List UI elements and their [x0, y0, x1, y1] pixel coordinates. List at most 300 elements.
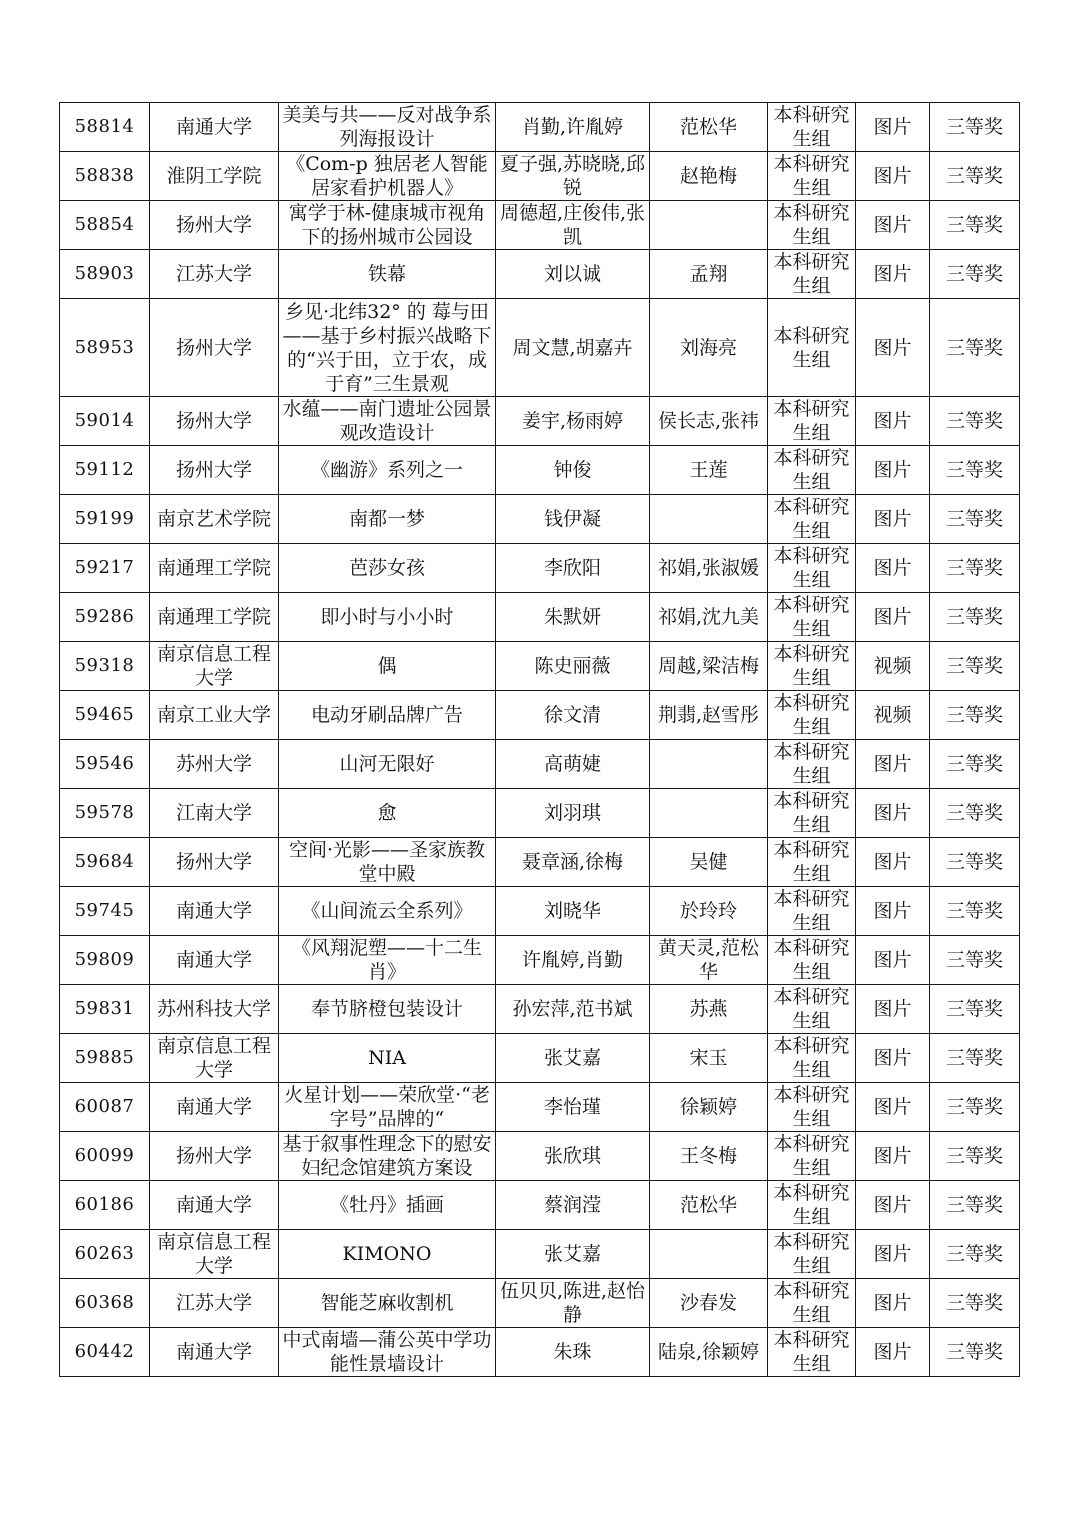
school-cell — [150, 691, 279, 740]
advisor-cell — [650, 544, 768, 593]
authors-cell — [496, 495, 650, 544]
table-row — [60, 103, 1020, 152]
advisor-cell — [650, 1328, 768, 1377]
work-title-cell — [279, 152, 496, 201]
table-row — [60, 152, 1020, 201]
table-row — [60, 1230, 1020, 1279]
entry-id-cell: 59465 — [60, 691, 150, 740]
work-type-cell: 图片 — [856, 1328, 930, 1377]
group-cell — [768, 1132, 856, 1181]
authors-cell — [496, 1279, 650, 1328]
work-type-cell: 图片 — [856, 103, 930, 152]
work-title-cell — [279, 642, 496, 691]
work-type-cell: 图片 — [856, 446, 930, 495]
work-type-cell: 图片 — [856, 544, 930, 593]
advisor-cell — [650, 152, 768, 201]
work-type-cell: 图片 — [856, 936, 930, 985]
work-title-cell — [279, 397, 496, 446]
authors-text: 蔡润滢 — [543, 1194, 601, 1216]
work-title-cell — [279, 1181, 496, 1230]
authors-text: 朱默妍 — [543, 606, 601, 628]
advisor-cell — [650, 838, 768, 887]
group-cell — [768, 397, 856, 446]
group-cell — [768, 446, 856, 495]
group-text: 本科研究生组 — [773, 545, 850, 591]
work-title-text: 火星计划——荣欣堂·“老字号”品牌的“ — [284, 1084, 490, 1130]
advisor-text: 祁娟,沈九美 — [657, 606, 760, 628]
school-text: 南通大学 — [175, 949, 252, 971]
award-level-cell: 三等奖 — [930, 299, 1020, 397]
school-cell — [150, 1279, 279, 1328]
school-cell — [150, 1132, 279, 1181]
advisor-cell — [650, 250, 768, 299]
work-title-text: 空间·光影——圣家族教堂中殿 — [288, 839, 486, 885]
school-text: 南京信息工程大学 — [156, 1231, 271, 1277]
entry-id-cell: 60368 — [60, 1279, 150, 1328]
group-cell — [768, 740, 856, 789]
work-title-cell — [279, 1328, 496, 1377]
group-cell — [768, 838, 856, 887]
school-text: 扬州大学 — [175, 1145, 252, 1167]
table-row — [60, 397, 1020, 446]
work-title-cell — [279, 446, 496, 495]
entry-id-cell: 58903 — [60, 250, 150, 299]
work-type-cell: 视频 — [856, 691, 930, 740]
school-cell — [150, 642, 279, 691]
work-title-text: 《风翔泥塑——十二生肖》 — [291, 937, 482, 983]
authors-text: 肖勤,许胤婷 — [521, 116, 624, 138]
entry-id-cell: 59546 — [60, 740, 150, 789]
authors-text: 钟俊 — [553, 459, 592, 481]
work-type-cell: 图片 — [856, 1181, 930, 1230]
group-cell — [768, 691, 856, 740]
entry-id-cell: 59885 — [60, 1034, 150, 1083]
group-text: 本科研究生组 — [773, 790, 850, 836]
work-title-text: 乡见·北纬32° 的 莓与田——基于乡村振兴战略下的“兴于田，立于农，成于育”三生景观 — [282, 300, 492, 395]
advisor-text: 孟翔 — [689, 263, 728, 285]
work-title-text: 愈 — [377, 802, 397, 824]
advisor-text: 范松华 — [679, 116, 737, 138]
authors-cell — [496, 250, 650, 299]
group-text: 本科研究生组 — [773, 888, 850, 934]
entry-id-cell: 59286 — [60, 593, 150, 642]
authors-text: 李欣阳 — [543, 557, 601, 579]
group-text: 本科研究生组 — [773, 643, 850, 689]
group-cell — [768, 495, 856, 544]
school-cell — [150, 495, 279, 544]
group-text: 本科研究生组 — [773, 447, 850, 493]
school-text: 南通大学 — [175, 1341, 252, 1363]
work-type-cell: 图片 — [856, 593, 930, 642]
school-text: 扬州大学 — [175, 410, 252, 432]
advisor-cell — [650, 1230, 768, 1279]
award-level-cell: 三等奖 — [930, 1279, 1020, 1328]
table-row — [60, 1034, 1020, 1083]
group-cell — [768, 789, 856, 838]
award-level-cell: 三等奖 — [930, 1034, 1020, 1083]
authors-cell — [496, 201, 650, 250]
award-level-cell: 三等奖 — [930, 838, 1020, 887]
entry-id-cell: 60263 — [60, 1230, 150, 1279]
work-title-text: 基于叙事性理念下的慰安妇纪念馆建筑方案设 — [282, 1133, 492, 1179]
award-level-cell: 三等奖 — [930, 1132, 1020, 1181]
authors-cell — [496, 789, 650, 838]
advisor-cell — [650, 1132, 768, 1181]
group-cell — [768, 1083, 856, 1132]
award-level-cell: 三等奖 — [930, 1181, 1020, 1230]
school-cell — [150, 936, 279, 985]
award-level-cell: 三等奖 — [930, 1230, 1020, 1279]
school-text: 南京信息工程大学 — [156, 1035, 271, 1081]
group-text: 本科研究生组 — [773, 1035, 850, 1081]
work-type-cell: 图片 — [856, 838, 930, 887]
work-title-text: KIMONO — [342, 1243, 432, 1265]
work-title-cell — [279, 985, 496, 1034]
authors-cell — [496, 1034, 650, 1083]
work-type-cell: 图片 — [856, 250, 930, 299]
authors-text: 刘以诚 — [543, 263, 601, 285]
school-cell — [150, 740, 279, 789]
advisor-text: 赵艳梅 — [679, 165, 737, 187]
entry-id-cell: 59809 — [60, 936, 150, 985]
work-title-text: 美美与共——反对战争系列海报设计 — [282, 104, 492, 150]
advisor-text: 刘海亮 — [679, 336, 737, 359]
school-text: 南通大学 — [175, 1194, 252, 1216]
entry-id-cell: 58854 — [60, 201, 150, 250]
work-title-cell — [279, 789, 496, 838]
group-cell — [768, 299, 856, 397]
group-text: 本科研究生组 — [773, 104, 850, 150]
advisor-text: 荆翡,赵雪彤 — [657, 704, 760, 726]
work-type-cell: 图片 — [856, 1132, 930, 1181]
entry-id-cell: 59318 — [60, 642, 150, 691]
advisor-cell — [650, 1034, 768, 1083]
authors-text: 伍贝贝,陈进,赵怡静 — [499, 1280, 646, 1326]
school-text: 南通理工学院 — [156, 606, 271, 628]
award-level-cell: 三等奖 — [930, 152, 1020, 201]
authors-cell — [496, 838, 650, 887]
work-title-cell — [279, 544, 496, 593]
award-level-cell: 三等奖 — [930, 985, 1020, 1034]
advisor-cell — [650, 446, 768, 495]
work-title-cell — [279, 1132, 496, 1181]
school-cell — [150, 299, 279, 397]
work-title-cell — [279, 740, 496, 789]
school-cell — [150, 1181, 279, 1230]
group-text: 本科研究生组 — [773, 741, 850, 787]
school-text: 南通理工学院 — [156, 557, 271, 579]
entry-id-cell: 59684 — [60, 838, 150, 887]
award-level-cell: 三等奖 — [930, 1328, 1020, 1377]
authors-cell — [496, 985, 650, 1034]
work-type-cell: 图片 — [856, 1279, 930, 1328]
award-level-cell: 三等奖 — [930, 397, 1020, 446]
group-text: 本科研究生组 — [773, 839, 850, 885]
group-text: 本科研究生组 — [773, 1329, 850, 1375]
authors-text: 夏子强,苏晓晓,邱锐 — [499, 153, 646, 199]
table-row — [60, 250, 1020, 299]
entry-id-cell: 60442 — [60, 1328, 150, 1377]
award-level-cell: 三等奖 — [930, 201, 1020, 250]
work-type-cell: 图片 — [856, 495, 930, 544]
award-level-cell: 三等奖 — [930, 740, 1020, 789]
work-title-text: 偶 — [377, 655, 397, 677]
school-text: 扬州大学 — [175, 851, 252, 873]
authors-text: 高萌婕 — [543, 753, 601, 775]
advisor-text: 陆泉,徐颖婷 — [657, 1341, 760, 1363]
work-title-text: 《幽游》系列之一 — [310, 459, 463, 481]
work-title-cell — [279, 887, 496, 936]
authors-cell — [496, 544, 650, 593]
advisor-text: 苏燕 — [689, 998, 728, 1020]
authors-text: 张艾嘉 — [543, 1243, 601, 1265]
entry-id-cell: 58953 — [60, 299, 150, 397]
award-level-cell: 三等奖 — [930, 544, 1020, 593]
school-cell — [150, 152, 279, 201]
advisor-cell — [650, 1181, 768, 1230]
school-cell — [150, 201, 279, 250]
school-text: 南通大学 — [175, 116, 252, 138]
authors-cell — [496, 1328, 650, 1377]
school-text: 南京信息工程大学 — [156, 643, 271, 689]
work-title-cell — [279, 250, 496, 299]
work-type-cell: 图片 — [856, 397, 930, 446]
group-cell — [768, 152, 856, 201]
work-title-cell — [279, 103, 496, 152]
work-type-cell: 图片 — [856, 887, 930, 936]
work-title-text: 奉节脐橙包装设计 — [310, 998, 463, 1020]
group-text: 本科研究生组 — [773, 324, 850, 371]
work-title-cell — [279, 495, 496, 544]
entry-id-cell: 59831 — [60, 985, 150, 1034]
award-level-cell: 三等奖 — [930, 495, 1020, 544]
entry-id-cell: 59745 — [60, 887, 150, 936]
entry-id-cell: 59112 — [60, 446, 150, 495]
table-row — [60, 446, 1020, 495]
table-row — [60, 887, 1020, 936]
group-cell — [768, 544, 856, 593]
group-cell — [768, 201, 856, 250]
group-text: 本科研究生组 — [773, 937, 850, 983]
school-cell — [150, 789, 279, 838]
school-text: 扬州大学 — [175, 336, 252, 359]
authors-text: 朱珠 — [553, 1341, 592, 1363]
group-text: 本科研究生组 — [773, 692, 850, 738]
school-text: 江苏大学 — [175, 1292, 252, 1314]
school-text: 扬州大学 — [175, 214, 252, 236]
entry-id-cell: 58814 — [60, 103, 150, 152]
work-title-text: 《山间流云全系列》 — [301, 900, 473, 922]
table-row — [60, 642, 1020, 691]
authors-cell — [496, 1230, 650, 1279]
work-title-text: 电动牙刷品牌广告 — [310, 704, 463, 726]
authors-cell — [496, 740, 650, 789]
school-text: 江南大学 — [175, 802, 252, 824]
advisor-cell — [650, 201, 768, 250]
advisor-text: 於玲玲 — [679, 900, 737, 922]
group-text: 本科研究生组 — [773, 1231, 850, 1277]
table-row — [60, 299, 1020, 397]
group-cell — [768, 1181, 856, 1230]
authors-text: 张艾嘉 — [543, 1047, 601, 1069]
entry-id-cell: 59199 — [60, 495, 150, 544]
school-cell — [150, 103, 279, 152]
work-title-text: 铁幕 — [367, 263, 406, 285]
entry-id-cell: 59014 — [60, 397, 150, 446]
work-title-text: NIA — [368, 1047, 406, 1069]
work-title-text: 南都一梦 — [348, 508, 425, 530]
authors-cell — [496, 593, 650, 642]
advisor-cell — [650, 103, 768, 152]
work-title-text: 即小时与小小时 — [320, 606, 454, 628]
table-row — [60, 1328, 1020, 1377]
school-text: 南通大学 — [175, 900, 252, 922]
group-cell — [768, 1034, 856, 1083]
school-cell — [150, 397, 279, 446]
work-title-text: 山河无限好 — [339, 753, 435, 775]
table-row — [60, 936, 1020, 985]
authors-text: 陈史丽薇 — [534, 655, 611, 677]
group-cell — [768, 1328, 856, 1377]
work-title-text: 《Com-p 独居老人智能居家看护机器人》 — [286, 153, 488, 199]
group-cell — [768, 936, 856, 985]
work-type-cell: 视频 — [856, 642, 930, 691]
group-text: 本科研究生组 — [773, 1133, 850, 1179]
school-text: 南通大学 — [175, 1096, 252, 1118]
award-level-cell: 三等奖 — [930, 1083, 1020, 1132]
group-cell — [768, 887, 856, 936]
work-title-cell — [279, 1279, 496, 1328]
school-text: 南京工业大学 — [156, 704, 271, 726]
award-level-cell: 三等奖 — [930, 691, 1020, 740]
advisor-cell — [650, 691, 768, 740]
award-level-cell: 三等奖 — [930, 887, 1020, 936]
advisor-text: 吴健 — [689, 851, 728, 873]
work-type-cell: 图片 — [856, 789, 930, 838]
authors-cell — [496, 152, 650, 201]
advisor-cell — [650, 789, 768, 838]
group-cell — [768, 642, 856, 691]
authors-text: 刘晓华 — [543, 900, 601, 922]
school-cell — [150, 1083, 279, 1132]
work-title-cell — [279, 1230, 496, 1279]
school-text: 江苏大学 — [175, 263, 252, 285]
authors-text: 周德超,庄俊伟,张凯 — [499, 202, 646, 248]
authors-text: 李怡瑾 — [543, 1096, 601, 1118]
school-cell — [150, 250, 279, 299]
work-type-cell: 图片 — [856, 201, 930, 250]
authors-cell — [496, 1083, 650, 1132]
authors-text: 孙宏萍,范书斌 — [512, 998, 633, 1020]
authors-cell — [496, 397, 650, 446]
entry-id-cell: 59217 — [60, 544, 150, 593]
work-type-cell: 图片 — [856, 985, 930, 1034]
work-title-cell — [279, 1083, 496, 1132]
table-row — [60, 1083, 1020, 1132]
award-level-cell: 三等奖 — [930, 446, 1020, 495]
authors-text: 姜宇,杨雨婷 — [521, 410, 624, 432]
work-type-cell: 图片 — [856, 152, 930, 201]
advisor-text: 徐颖婷 — [679, 1096, 737, 1118]
authors-cell — [496, 887, 650, 936]
table-row — [60, 201, 1020, 250]
authors-text: 徐文清 — [543, 704, 601, 726]
group-text: 本科研究生组 — [773, 496, 850, 542]
group-text: 本科研究生组 — [773, 1182, 850, 1228]
school-cell — [150, 1328, 279, 1377]
table-row — [60, 838, 1020, 887]
school-text: 扬州大学 — [175, 459, 252, 481]
advisor-text: 范松华 — [679, 1194, 737, 1216]
award-level-cell: 三等奖 — [930, 103, 1020, 152]
advisor-text: 王莲 — [689, 459, 728, 481]
school-text: 苏州大学 — [175, 753, 252, 775]
table-row — [60, 1132, 1020, 1181]
group-text: 本科研究生组 — [773, 202, 850, 248]
award-level-cell: 三等奖 — [930, 593, 1020, 642]
work-title-text: 中式南墙—蒲公英中学功能性景墙设计 — [282, 1329, 492, 1375]
work-type-cell: 图片 — [856, 740, 930, 789]
school-cell — [150, 1230, 279, 1279]
work-title-cell — [279, 936, 496, 985]
school-text: 淮阴工学院 — [166, 165, 262, 187]
work-title-text: 智能芝麻收割机 — [320, 1292, 454, 1314]
group-text: 本科研究生组 — [773, 594, 850, 640]
group-text: 本科研究生组 — [773, 1084, 850, 1130]
work-title-cell — [279, 201, 496, 250]
advisor-cell — [650, 985, 768, 1034]
award-level-cell: 三等奖 — [930, 936, 1020, 985]
school-cell — [150, 544, 279, 593]
group-text: 本科研究生组 — [773, 1280, 850, 1326]
group-cell — [768, 1230, 856, 1279]
advisor-text: 王冬梅 — [679, 1145, 737, 1167]
authors-cell — [496, 446, 650, 495]
work-type-cell: 图片 — [856, 1034, 930, 1083]
group-text: 本科研究生组 — [773, 986, 850, 1032]
advisor-text: 周越,梁洁梅 — [657, 655, 760, 677]
work-type-cell: 图片 — [856, 1230, 930, 1279]
advisor-cell — [650, 887, 768, 936]
group-cell — [768, 250, 856, 299]
authors-cell — [496, 642, 650, 691]
work-title-cell — [279, 1034, 496, 1083]
work-title-cell — [279, 691, 496, 740]
authors-cell — [496, 936, 650, 985]
advisor-cell — [650, 936, 768, 985]
advisor-cell — [650, 299, 768, 397]
group-text: 本科研究生组 — [773, 251, 850, 297]
group-text: 本科研究生组 — [773, 153, 850, 199]
advisor-text: 侯长志,张祎 — [657, 410, 760, 432]
school-cell — [150, 593, 279, 642]
award-level-cell: 三等奖 — [930, 250, 1020, 299]
table-row — [60, 985, 1020, 1034]
group-cell — [768, 103, 856, 152]
school-cell — [150, 985, 279, 1034]
work-title-text: 寓学于林-健康城市视角下的扬州城市公园设 — [288, 202, 486, 248]
group-cell — [768, 985, 856, 1034]
award-table — [59, 102, 1020, 1377]
advisor-text: 宋玉 — [689, 1047, 728, 1069]
award-table-body — [60, 103, 1020, 1377]
table-row — [60, 593, 1020, 642]
table-row — [60, 789, 1020, 838]
school-text: 苏州科技大学 — [156, 998, 271, 1020]
work-title-cell — [279, 838, 496, 887]
group-text: 本科研究生组 — [773, 398, 850, 444]
entry-id-cell: 60087 — [60, 1083, 150, 1132]
